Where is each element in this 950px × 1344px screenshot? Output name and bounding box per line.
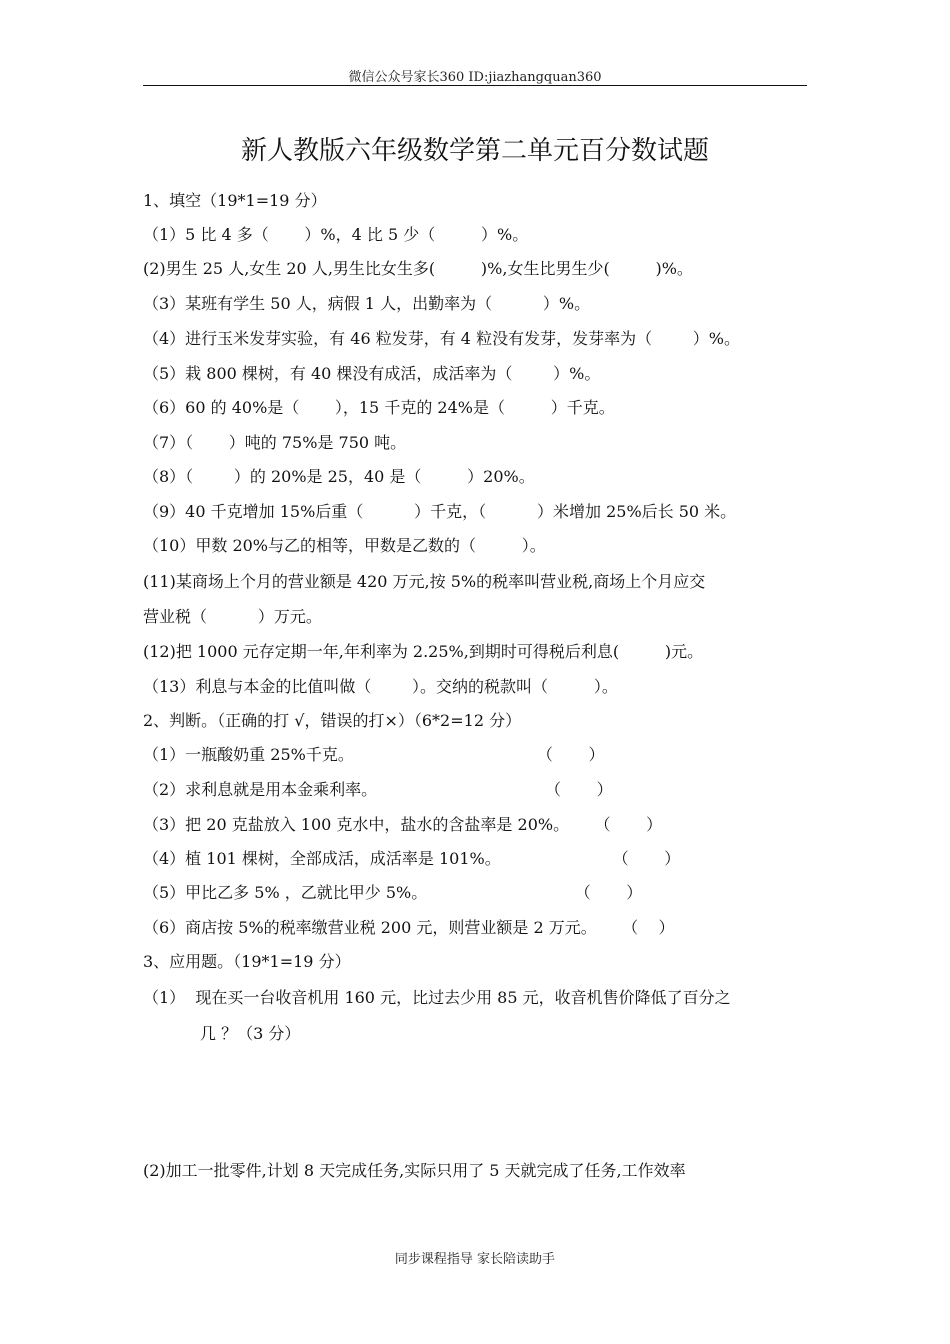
fill-item-8: （8）（ ）的 20%是 25，40 是（ ）20%。 (143, 467, 535, 486)
judge-item-5: （5）甲比乙多 5% ，乙就比甲少 5%。 （ ） (143, 883, 643, 902)
section-2-heading: 2、判断。（正确的打 √，错误的打×）（6*2=12 分） (143, 711, 522, 730)
judge-item-1: （1）一瓶酸奶重 25%千克。 （ ） (143, 745, 605, 764)
fill-item-3: （3）某班有学生 50 人，病假 1 人，出勤率为（ ）%。 (143, 294, 591, 313)
page-header-text: 微信公众号家长360 ID:jiazhangquan360 (348, 70, 602, 85)
page-title: 新人教版六年级数学第二单元百分数试题 (240, 136, 709, 166)
fill-item-2: (2)男生 25 人,女生 20 人,男生比女生多( )%,女生比男生少( )%。 (143, 259, 693, 278)
fill-item-1: （1）5 比 4 多（ ）%，4 比 5 少（ ）%。 (143, 225, 529, 244)
section-1-heading: 1、填空（19*1=19 分） (143, 191, 327, 210)
section-3-heading: 3、应用题。（19*1=19 分） (143, 952, 351, 971)
word-problem-1: （1） 现在买一台收音机用 160 元，比过去少用 85 元，收音机售价降低了百分之 (143, 988, 731, 1007)
fill-item-6: （6）60 的 40%是（ ），15 千克的 24%是（ ）千克。 (143, 398, 615, 417)
fill-item-10: （10）甲数 20%与乙的相等，甲数是乙数的（ ）。 (143, 536, 546, 555)
fill-item-11: (11)某商场上个月的营业额是 420 万元,按 5%的税率叫营业税,商场上个月应交 (143, 572, 706, 591)
fill-item-11-cont: 营业税（ ）万元。 (143, 607, 322, 626)
page-footer-text: 同步课程指导 家长陪读助手 (394, 1252, 556, 1267)
judge-item-2: （2）求利息就是用本金乘利率。 （ ） (143, 780, 613, 799)
fill-item-5: （5）栽 800 棵树，有 40 棵没有成活，成活率为（ ）%。 (143, 364, 601, 383)
fill-item-13: （13）利息与本金的比值叫做（ ）。交纳的税款叫（ ）。 (143, 677, 618, 696)
fill-item-7: （7）（ ）吨的 75%是 750 吨。 (143, 433, 407, 452)
header-divider (143, 85, 807, 86)
judge-item-6: （6）商店按 5%的税率缴营业税 200 元，则营业额是 2 万元。 （ ） (143, 918, 675, 937)
word-problem-2: (2)加工一批零件,计划 8 天完成任务,实际只用了 5 天就完成了任务,工作效率 (143, 1161, 686, 1180)
judge-item-3: （3）把 20 克盐放入 100 克水中，盐水的含盐率是 20%。 （ ） (143, 815, 663, 834)
fill-item-4: （4）进行玉米发芽实验，有 46 粒发芽，有 4 粒没有发芽，发芽率为（ ）%。 (143, 329, 740, 348)
judge-item-4: （4）植 101 棵树，全部成活，成活率是 101%。 （ ） (143, 849, 681, 868)
word-problem-1-cont: 几 ？（3 分） (200, 1024, 301, 1043)
fill-item-12: (12)把 1000 元存定期一年,年利率为 2.25%,到期时可得税后利息( )元。 (143, 642, 704, 661)
fill-item-9: （9）40 千克增加 15%后重（ ）千克，（ ）米增加 25%后长 50 米。 (143, 502, 737, 521)
